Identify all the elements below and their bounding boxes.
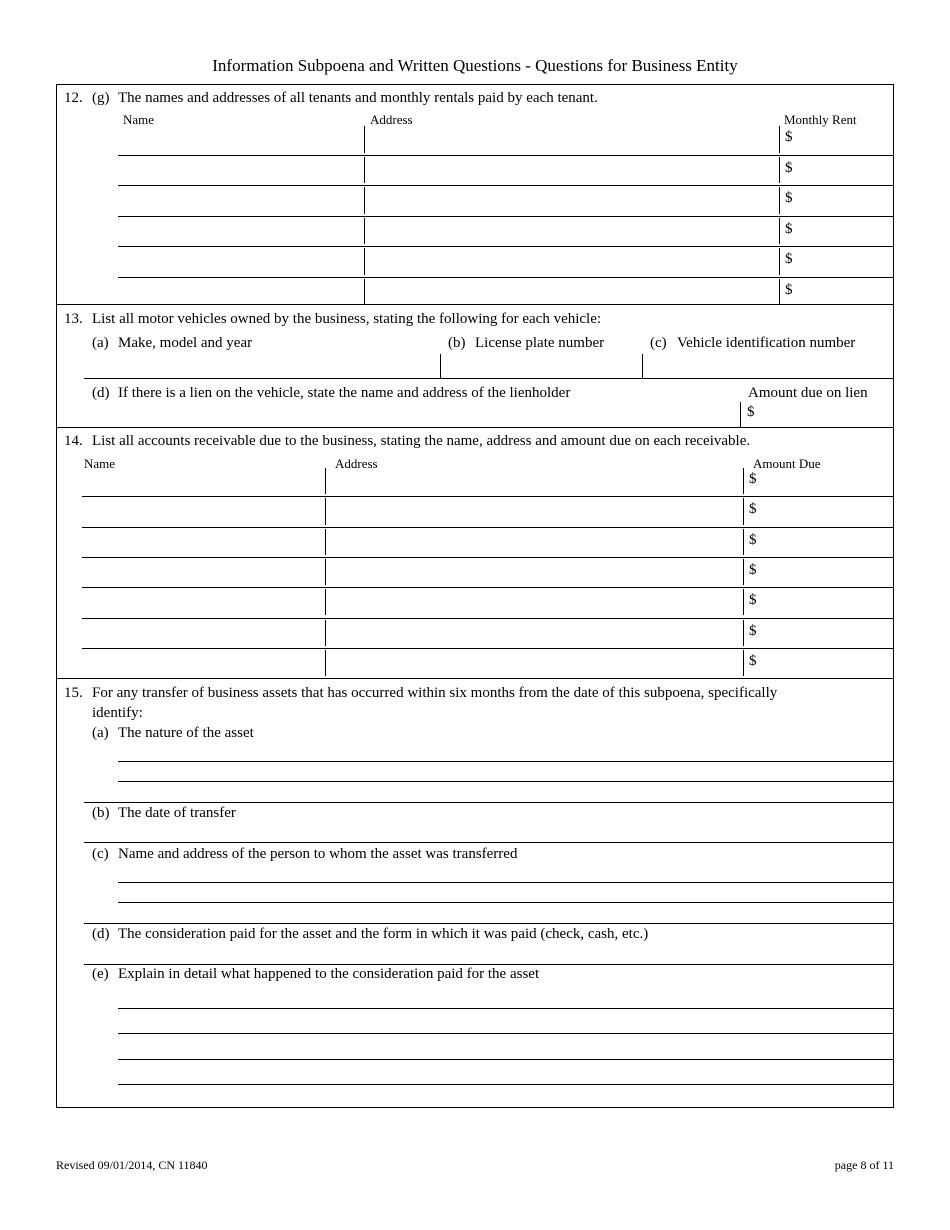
q13-b-text: License plate number: [475, 335, 605, 351]
column-divider: [325, 589, 326, 615]
receivable-name-field[interactable]: [82, 587, 323, 615]
tenant-amount-field[interactable]: [797, 155, 892, 184]
vin-field[interactable]: [643, 355, 893, 377]
tenant-amount-field[interactable]: [797, 277, 892, 306]
answer-line: [118, 1033, 894, 1034]
q14-col-amount-header: Amount Due: [753, 456, 821, 471]
tenant-address-field[interactable]: [366, 124, 777, 153]
lienholder-field[interactable]: [84, 402, 739, 426]
receivable-address-field[interactable]: [327, 618, 741, 646]
tenant-address-field[interactable]: [366, 155, 777, 184]
q15-b-text: The date of transfer: [118, 805, 236, 821]
column-divider: [779, 126, 780, 153]
currency-sign: $: [749, 561, 757, 578]
column-divider: [364, 157, 365, 184]
q15-d-text: The consideration paid for the asset and the form in which it was paid (check, cash, etc.): [118, 926, 649, 942]
q12-question-text: The names and addresses of all tenants and monthly rentals paid by each tenant.: [118, 90, 598, 106]
receivable-amount-field[interactable]: [761, 466, 892, 494]
column-divider: [779, 279, 780, 306]
q15-e-label: (e): [92, 966, 109, 982]
receivable-address-field[interactable]: [327, 527, 741, 555]
q15-c-label: (c): [92, 846, 109, 862]
section-divider: [56, 427, 894, 428]
answer-line: [84, 802, 894, 803]
column-divider: [743, 620, 744, 646]
q15-c-text: Name and address of the person to whom the asset was transferred: [118, 846, 518, 862]
receivable-name-field[interactable]: [82, 527, 323, 555]
currency-sign: $: [749, 592, 757, 609]
q12-label: (g): [92, 90, 110, 106]
column-divider: [779, 187, 780, 214]
column-divider: [743, 650, 744, 676]
receivable-amount-field[interactable]: [761, 587, 892, 615]
answer-line: [84, 842, 894, 843]
q12-col-rent-header: Monthly Rent: [784, 112, 857, 127]
tenant-name-field[interactable]: [118, 155, 362, 184]
receivable-amount-field[interactable]: [761, 527, 892, 555]
q15-d-label: (d): [92, 926, 110, 942]
receivable-address-field[interactable]: [327, 587, 741, 615]
field-divider: [440, 354, 441, 378]
currency-sign: $: [785, 159, 793, 176]
field-divider: [740, 402, 741, 427]
q13-c-text: Vehicle identification number: [677, 335, 856, 351]
q15-question-text-line1: For any transfer of business assets that has occurred within six months from the date of this subpoena, specifically: [92, 685, 778, 701]
q13-a-text: Make, model and year: [118, 335, 253, 351]
answer-line: [118, 781, 894, 782]
q14-col-name-header: Name: [84, 456, 116, 471]
currency-sign: $: [785, 251, 793, 267]
q13-b-label: (b): [448, 335, 466, 351]
q12-col-address-header: Address: [370, 112, 413, 127]
q13-number: 13.: [64, 311, 83, 327]
q12-col-name-header: Name: [123, 112, 155, 127]
column-divider: [779, 248, 780, 275]
q13-a-label: (a): [92, 335, 109, 351]
answer-line: [118, 882, 894, 883]
tenant-name-field[interactable]: [118, 246, 362, 275]
tenant-amount-field[interactable]: [797, 246, 892, 275]
tenant-name-field[interactable]: [118, 124, 362, 153]
column-divider: [325, 498, 326, 524]
column-divider: [325, 529, 326, 555]
receivable-name-field[interactable]: [82, 557, 323, 585]
tenant-name-field[interactable]: [118, 277, 362, 306]
column-divider: [743, 468, 744, 494]
q13-d-text: If there is a lien on the vehicle, state the name and address of the lienholder: [118, 385, 571, 401]
consideration-field[interactable]: [118, 943, 894, 963]
receivable-amount-field[interactable]: [761, 496, 892, 524]
answer-line: [118, 761, 894, 762]
answer-line: [118, 1084, 894, 1085]
answer-line: [118, 1059, 894, 1060]
receivable-amount-field[interactable]: [761, 648, 892, 676]
answer-line: [118, 1008, 894, 1009]
license-plate-field[interactable]: [441, 355, 641, 377]
field-divider: [642, 354, 643, 378]
lien-amount-label: Amount due on lien: [748, 385, 868, 401]
page-number: page 8 of 11: [834, 1158, 894, 1172]
q15-a-label: (a): [92, 725, 109, 741]
column-divider: [364, 187, 365, 214]
tenant-name-field[interactable]: [118, 216, 362, 245]
column-divider: [743, 529, 744, 555]
q12-number: 12.: [64, 90, 83, 106]
currency-sign: $: [785, 129, 793, 145]
tenant-amount-field[interactable]: [797, 185, 892, 214]
column-divider: [325, 650, 326, 676]
answer-line: [118, 902, 894, 903]
consideration-explanation-field[interactable]: [118, 984, 894, 1085]
receivable-address-field[interactable]: [327, 648, 741, 676]
column-divider: [325, 559, 326, 585]
column-divider: [364, 218, 365, 245]
receivable-address-field[interactable]: [327, 496, 741, 524]
column-divider: [779, 157, 780, 184]
answer-line: [84, 923, 894, 924]
revision-note: Revised 09/01/2014, CN 11840: [56, 1158, 208, 1172]
receivable-address-field[interactable]: [327, 557, 741, 585]
currency-sign: $: [785, 281, 793, 298]
q13-d-label: (d): [92, 385, 110, 401]
tenant-amount-field[interactable]: [797, 216, 892, 245]
currency-sign: $: [785, 220, 793, 237]
q15-number: 15.: [64, 685, 83, 701]
lien-amount-field[interactable]: [758, 402, 892, 426]
column-divider: [743, 498, 744, 524]
currency-sign: $: [749, 501, 757, 518]
column-divider: [743, 559, 744, 585]
currency-sign: $: [785, 190, 793, 206]
receivable-name-field[interactable]: [82, 466, 323, 494]
receivable-amount-field[interactable]: [761, 618, 892, 646]
receivable-name-field[interactable]: [82, 618, 323, 646]
tenant-name-field[interactable]: [118, 185, 362, 214]
q14-col-address-header: Address: [335, 456, 378, 471]
section-divider: [56, 678, 894, 679]
tenant-address-field[interactable]: [366, 277, 777, 306]
currency-sign: $: [749, 622, 757, 639]
column-divider: [325, 620, 326, 646]
field-underline: [84, 378, 894, 379]
receivable-amount-field[interactable]: [761, 557, 892, 585]
page-title: Information Subpoena and Written Questions - Questions for Business Entity: [212, 56, 738, 75]
q14-question-text: List all accounts receivable due to the business, stating the name, address and amount due on each receivable.: [92, 433, 751, 449]
q13-question-text: List all motor vehicles owned by the business, stating the following for each vehicle:: [92, 311, 602, 327]
q13-c-label: (c): [650, 335, 667, 351]
section-divider: [56, 304, 894, 305]
column-divider: [779, 218, 780, 245]
q15-b-label: (b): [92, 805, 110, 821]
vehicle-make-model-year-field[interactable]: [84, 355, 439, 377]
currency-sign: $: [749, 471, 757, 487]
q15-question-text-line2: identify:: [92, 705, 143, 721]
column-divider: [364, 126, 365, 153]
q14-number: 14.: [64, 433, 83, 449]
q15-a-text: The nature of the asset: [118, 725, 254, 741]
transferee-field[interactable]: [118, 863, 894, 922]
tenant-address-field[interactable]: [366, 185, 777, 214]
transfer-date-field[interactable]: [118, 822, 894, 841]
tenant-amount-field[interactable]: [797, 124, 892, 153]
currency-sign: $: [749, 652, 757, 669]
column-divider: [364, 248, 365, 275]
column-divider: [743, 589, 744, 615]
column-divider: [325, 468, 326, 494]
tenant-address-field[interactable]: [366, 216, 777, 245]
lien-currency-sign: $: [747, 404, 755, 420]
q15-e-text: Explain in detail what happened to the consideration paid for the asset: [118, 966, 540, 982]
column-divider: [364, 279, 365, 306]
receivable-name-field[interactable]: [82, 496, 323, 524]
tenant-address-field[interactable]: [366, 246, 777, 275]
asset-nature-field[interactable]: [118, 742, 894, 801]
currency-sign: $: [749, 531, 757, 548]
receivable-name-field[interactable]: [82, 648, 323, 676]
receivable-address-field[interactable]: [327, 466, 741, 494]
